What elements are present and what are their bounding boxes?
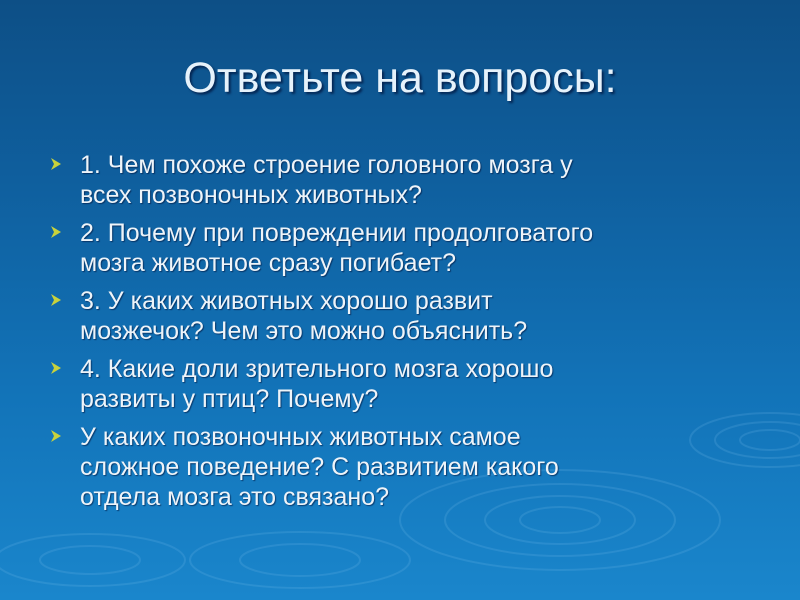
question-text: 1. Чем похоже строение головного мозга у всех позвоночных животных? — [80, 151, 573, 209]
question-text: 3. У каких животных хорошо развит мозжечок? Чем это можно объяснить? — [80, 287, 528, 345]
arrow-right-icon — [49, 361, 63, 375]
question-item — [46, 422, 746, 512]
question-list — [46, 150, 746, 520]
arrow-right-icon — [49, 157, 63, 171]
arrow-right-icon — [49, 429, 63, 443]
question-text: 2. Почему при повреждении продолговатого мозга животное сразу погибает? — [80, 219, 594, 277]
question-item — [46, 218, 746, 278]
arrow-right-icon — [49, 225, 63, 239]
slide-title: Ответьте на вопросы: — [183, 54, 617, 102]
arrow-right-icon — [49, 293, 63, 307]
question-text: У каких позвоночных животных самое сложное поведение? С развитием какого отдела мозга это связано? — [80, 423, 559, 511]
question-text: 4. Какие доли зрительного мозга хорошо развиты у птиц? Почему? — [80, 355, 554, 413]
question-item — [46, 286, 746, 346]
question-item — [46, 354, 746, 414]
question-item — [46, 150, 746, 210]
